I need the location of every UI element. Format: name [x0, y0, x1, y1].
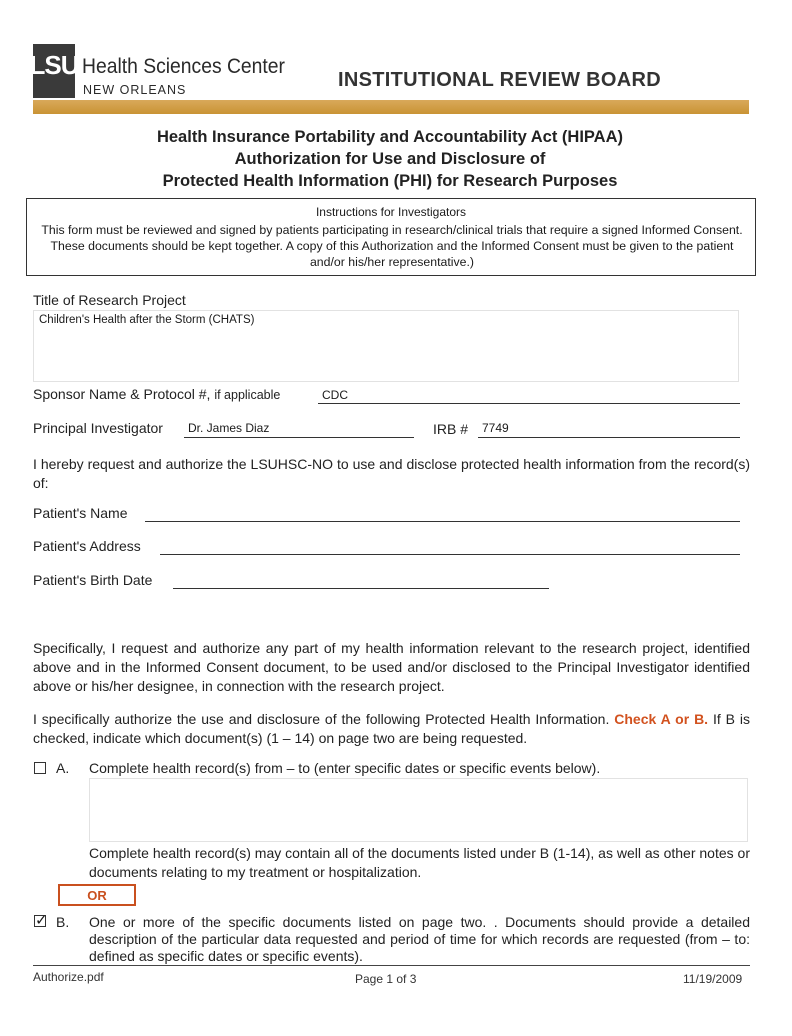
sponsor-label-small: if applicable: [214, 388, 281, 402]
title-line1: Health Insurance Portability and Accountability Act (HIPAA): [156, 128, 624, 146]
lsu-logo: LSU: [33, 44, 75, 98]
authorize-text-a: I specifically authorize the use and disclosure of the following Protected Health Information.: [33, 711, 610, 727]
pi-field[interactable]: [184, 437, 414, 438]
patient-address-label: Patient's Address: [33, 538, 141, 554]
option-a-note: Complete health record(s) may contain all of the documents listed under B (1-14), as well as other notes or documents relating to my treatment or hospitalization.: [89, 845, 750, 880]
project-title-label: Title of Research Project: [33, 292, 186, 308]
or-label: OR: [58, 884, 136, 906]
sponsor-field[interactable]: [318, 403, 740, 404]
logo-line2: NEW ORLEANS: [83, 83, 187, 97]
specifically-paragraph: Specifically, I request and authorize any part of my health information relevant to the research project, identified above and in the Informed Consent document, to be used and/or disclosed to the Principal Investigator identified above or his/her designee, in connection with the research project.: [33, 640, 750, 694]
irb-number-value: 7749: [482, 421, 509, 435]
irb-number-field[interactable]: [478, 437, 740, 438]
authorize-check-instruction: Check A or B.: [614, 711, 709, 727]
option-a-text: Complete health record(s) from – to (enter specific dates or specific events below).: [89, 760, 601, 776]
patient-name-label: Patient's Name: [33, 505, 128, 521]
request-text: I hereby request and authorize the LSUHSC-NO to use and disclose protected health information from the record(s) of:: [33, 456, 750, 491]
patient-address-field[interactable]: [160, 554, 740, 555]
pi-value: Dr. James Diaz: [188, 421, 270, 435]
option-a-checkbox[interactable]: [34, 762, 46, 774]
option-b-text: One or more of the specific documents listed on page two. . Documents should provide a detailed description of the particular data requested and period of time for which records are requested (from – to: defined as specific dates or specific events).: [89, 914, 750, 964]
sponsor-label: [33, 386, 280, 402]
sponsor-value: CDC: [322, 388, 348, 402]
pi-label: Principal Investigator: [33, 420, 163, 436]
project-title-value: Children's Health after the Storm (CHATS): [39, 314, 255, 326]
patient-birth-field[interactable]: [173, 588, 549, 589]
option-b-letter: B.: [56, 914, 70, 930]
patient-birth-label: Patient's Birth Date: [33, 572, 153, 588]
sponsor-label-main: Sponsor Name & Protocol #,: [33, 386, 211, 402]
option-a-dates-field[interactable]: [89, 778, 748, 842]
footer-divider: [33, 965, 750, 966]
option-a-letter: A.: [56, 760, 70, 776]
title-line3: Protected Health Information (PHI) for Research Purposes: [162, 172, 618, 190]
form-title: [60, 126, 720, 192]
project-title-field[interactable]: [33, 310, 739, 382]
patient-name-field[interactable]: [145, 521, 740, 522]
header-divider: [33, 100, 749, 114]
authorize-text-b: If B is checked, indicate which document(s) (1 – 14) on page two are being requested.: [33, 711, 751, 746]
irb-title: INSTITUTIONAL REVIEW BOARD: [338, 69, 661, 91]
irb-number-label: IRB #: [433, 421, 469, 437]
authorize-paragraph: [33, 710, 750, 748]
footer-page: Page 1 of 3: [355, 972, 417, 986]
instructions-heading: Instructions for Investigators: [315, 205, 467, 219]
check-mark-icon: ✓: [35, 912, 48, 929]
option-b-checkbox[interactable]: [34, 912, 48, 929]
instructions-body: This form must be reviewed and signed by patients participating in research/clinical trials that require a signed Informed Consent. These documents should be kept together. A copy of this Authorization and the Informed Consent must be given to the patient and/or his/her representative.): [41, 223, 743, 269]
footer-date: 11/19/2009: [683, 972, 743, 986]
logo-line1: Health Sciences Center: [82, 55, 285, 78]
title-line2: Authorization for Use and Disclosure of: [234, 150, 546, 168]
footer-filename: Authorize.pdf: [33, 970, 104, 984]
